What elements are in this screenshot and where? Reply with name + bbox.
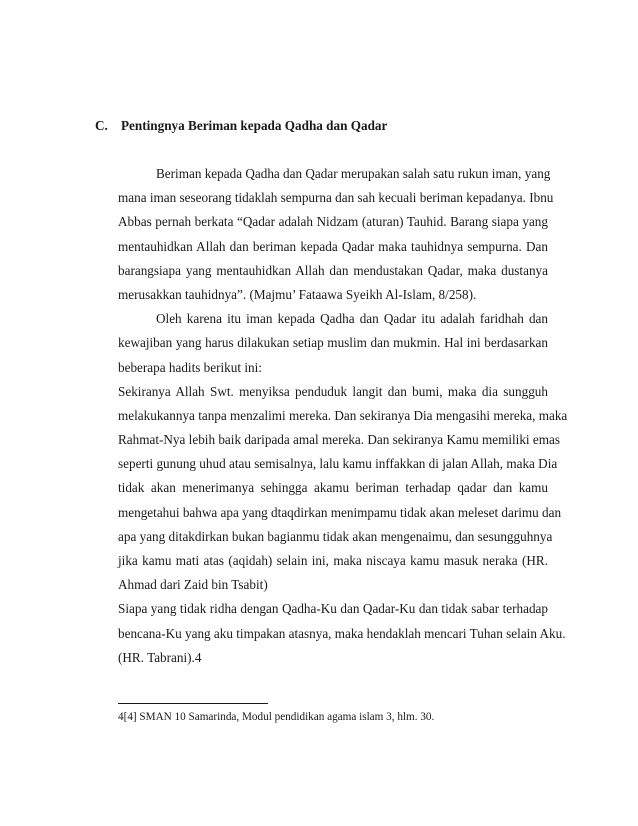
- paragraph-line: Beriman kepada Qadha dan Qadar merupakan salah satu rukun iman, yang: [156, 166, 551, 181]
- hadith-line: jika kamu mati atas (aqidah) selain ini, maka niscaya kamu masuk neraka (HR.: [118, 553, 548, 568]
- hadith-line: apa yang ditakdirkan bukan bagianmu tidak akan mengenaimu, dan sesungguhnya: [118, 528, 553, 544]
- hadith-line: melakukannya tanpa menzalimi mereka. Dan sekiranya Dia mengasihi mereka, maka: [118, 407, 568, 423]
- hadith-line: Sekiranya Allah Swt. menyiksa penduduk langit dan bumi, maka dia sungguh: [118, 383, 548, 399]
- hadith-line: tidak akan menerimanya sehingga akamu beriman terhadap qadar dan kamu: [118, 480, 548, 496]
- hadith-line: Ahmad dari Zaid bin Tsabit): [118, 577, 268, 593]
- hadith-line: Rahmat-Nya lebih baik daripada amal mereka. Dan sekiranya Kamu memiliki emas: [118, 432, 560, 448]
- footnote-divider: [118, 703, 268, 704]
- paragraph-line: merusakkan tauhidnya”. (Majmu’ Fataawa Syeikh Al-Islam, 8/258).: [118, 286, 477, 302]
- hadith-line: Siapa yang tidak ridha dengan Qadha-Ku dan Qadar-Ku dan tidak sabar terhadap: [118, 601, 548, 617]
- paragraph-line: Oleh karena itu iman kepada Qadha dan Qadar itu adalah faridhah dan: [156, 311, 548, 327]
- paragraph-line: mentauhidkan Allah dan beriman kepada Qadar maka tauhidnya sempurna. Dan: [118, 238, 548, 254]
- paragraph-line: Abbas pernah berkata “Qadar adalah Nidzam (aturan) Tauhid. Barang siapa yang: [118, 214, 548, 230]
- section-title: Pentingnya Beriman kepada Qadha dan Qadar: [121, 118, 388, 133]
- hadith-line: mengetahui bahwa apa yang dtaqdirkan menimpamu tidak akan meleset darimu dan: [118, 504, 562, 520]
- paragraph-line: mana iman seseorang tidaklah sempurna dan sah kecuali beriman kepadanya. Ibnu: [118, 190, 554, 206]
- hadith-line: (HR. Tabrani).4: [118, 649, 202, 665]
- footnote: 4[4] SMAN 10 Samarinda, Modul pendidikan agama islam 3, hlm. 30.: [118, 711, 435, 723]
- paragraph-line: barangsiapa yang mentauhidkan Allah dan mendustakan Qadar, maka dustanya: [118, 262, 548, 278]
- hadith-line: seperti gunung uhud atau semisalnya, lalu kamu inffakkan di jalan Allah, maka Dia: [118, 456, 558, 472]
- hadith-line: bencana-Ku yang aku timpakan atasnya, maka hendaklah mencari Tuhan selain Aku.: [118, 625, 566, 641]
- paragraph-line: beberapa hadits berikut ini:: [118, 359, 262, 375]
- paragraph-line: kewajiban yang harus dilakukan setiap muslim dan mukmin. Hal ini berdasarkan: [118, 335, 548, 351]
- body-text: [118, 162, 568, 670]
- section-heading: [95, 118, 387, 134]
- section-letter: C.: [95, 118, 108, 133]
